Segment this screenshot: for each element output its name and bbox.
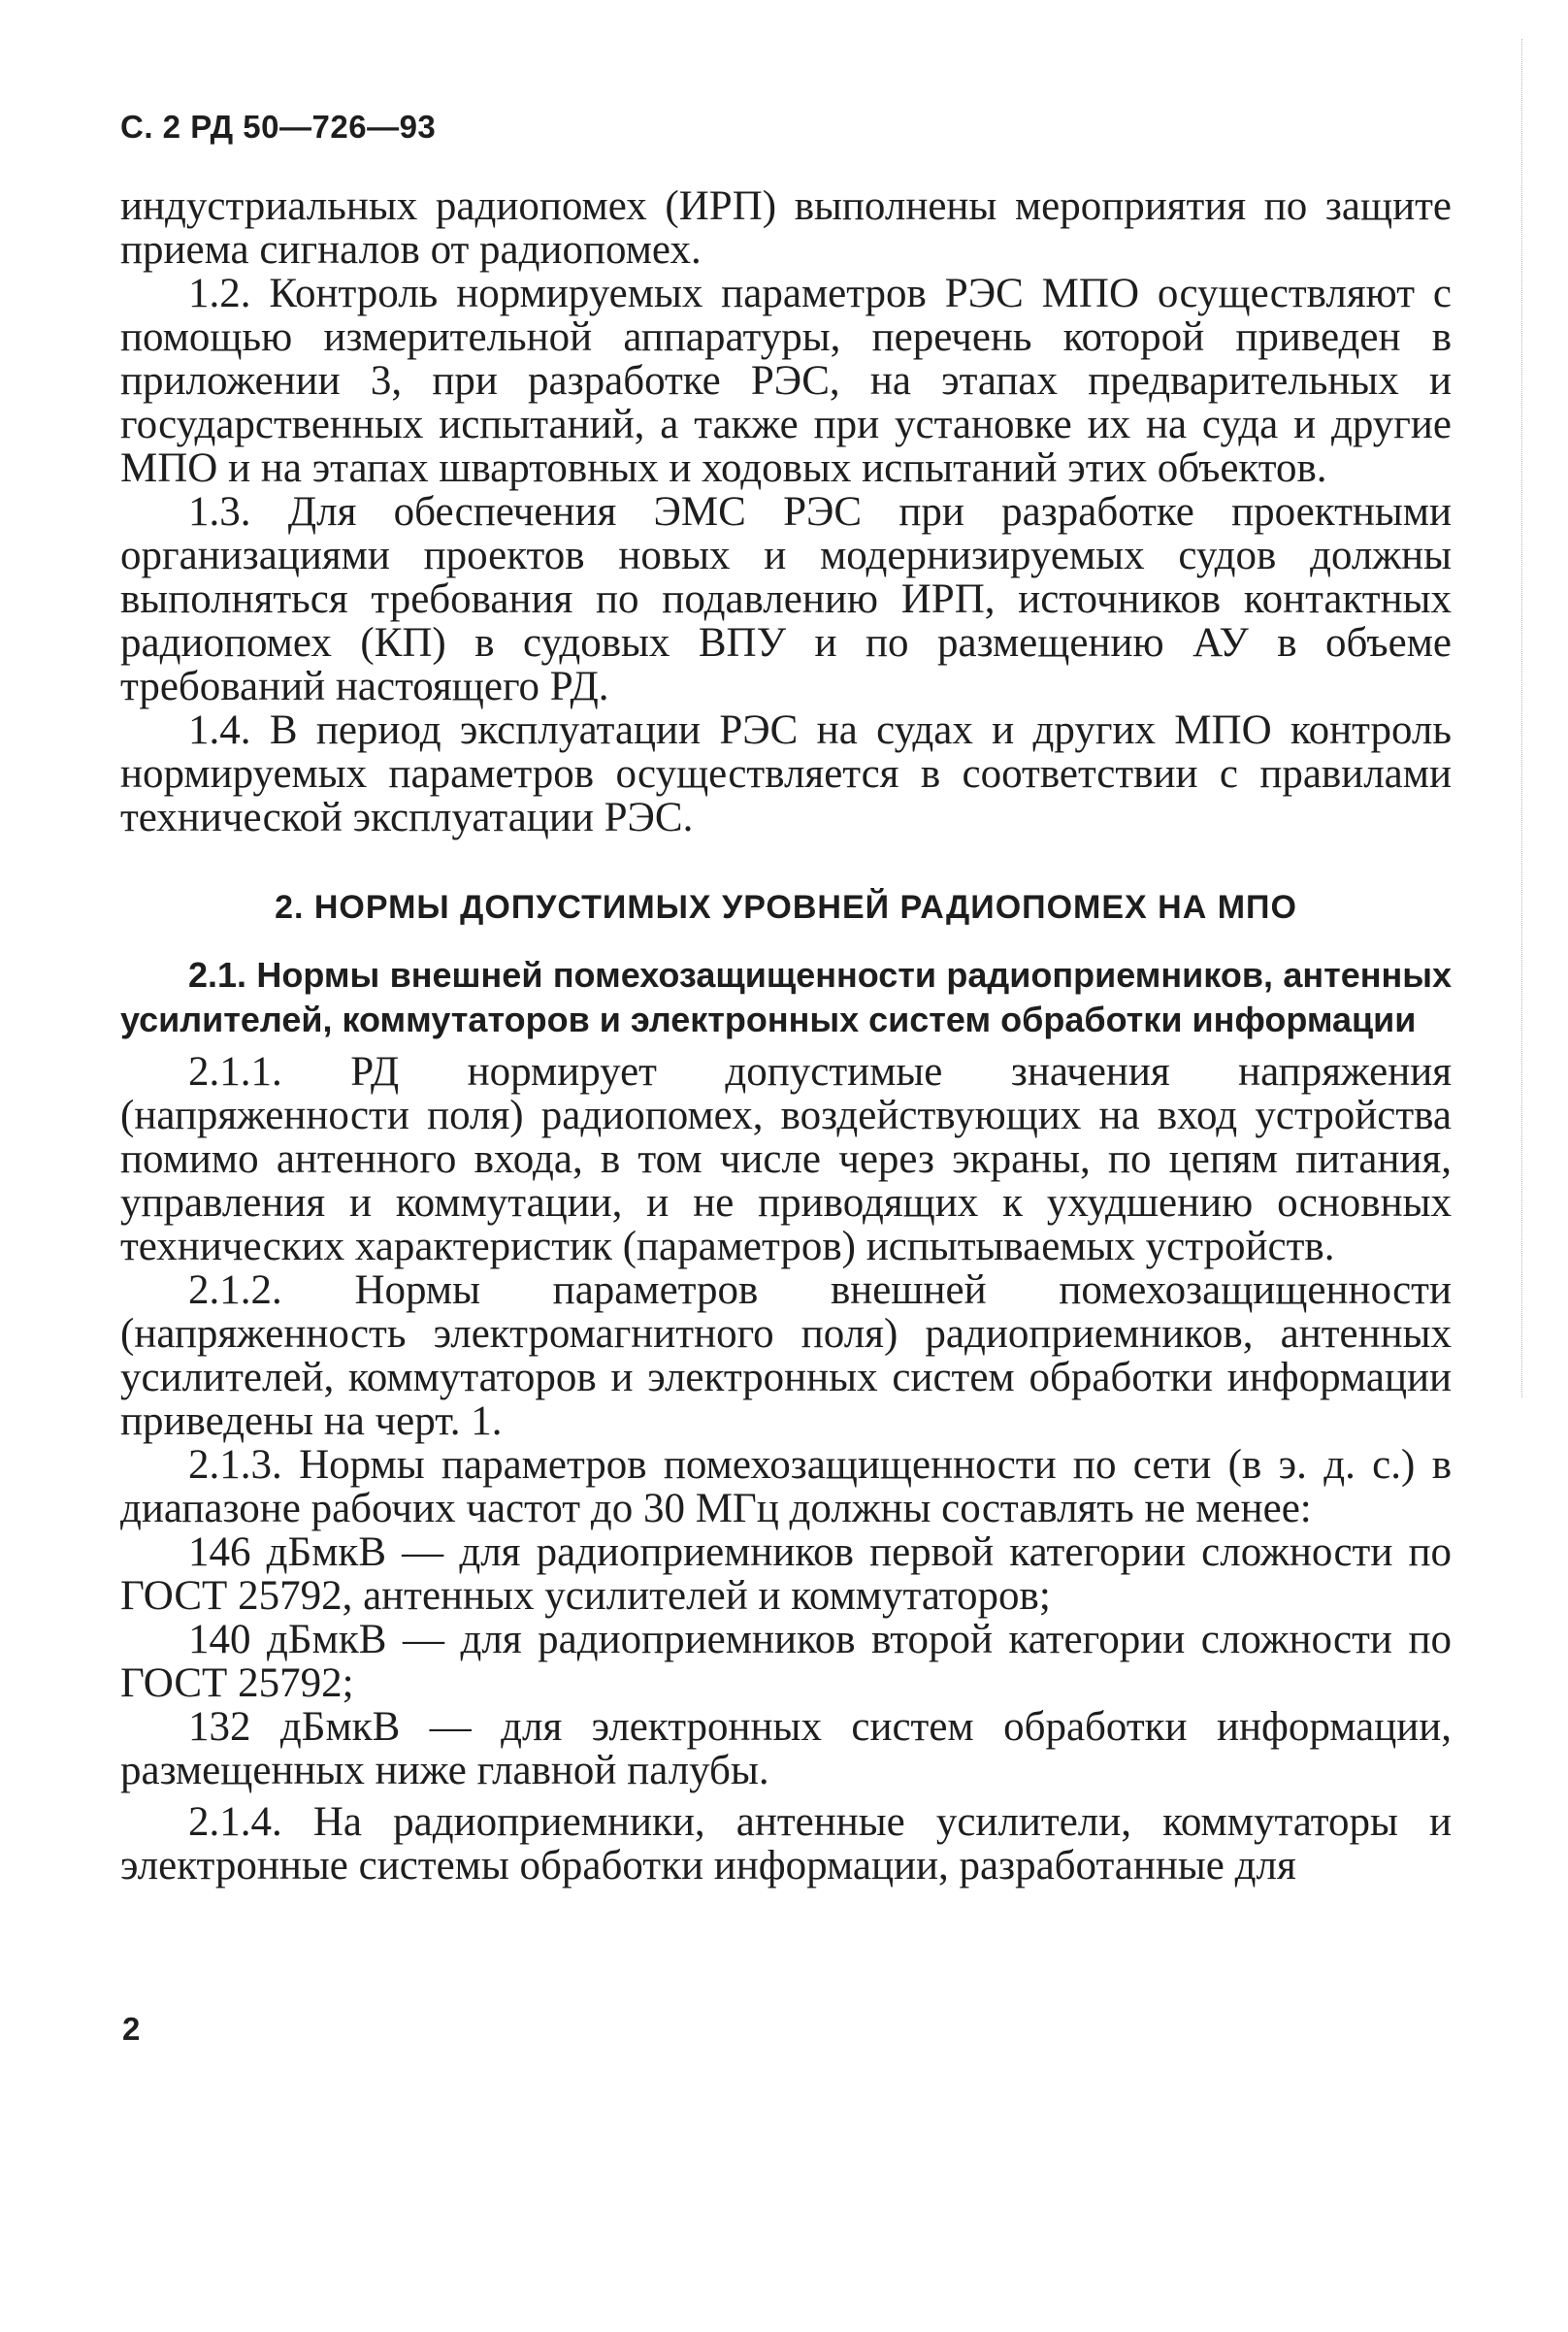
- scan-edge-marks: [1521, 39, 1525, 1397]
- subsection-2-1-title: 2.1. Нормы внешней помехозащищенности радиоприемников, антенных усилителей, коммутаторов и электронных систем обработки информации: [120, 955, 1452, 1039]
- paragraph-2-1-3: 2.1.3. Нормы параметров помехозащищенности по сети (в э. д. с.) в диапазоне рабочих частот до 30 МГц должны составлять не менее:: [120, 1442, 1452, 1531]
- body-text: [120, 184, 1452, 1888]
- paragraph-2-1-1: 2.1.1. РД нормирует допустимые значения напряжения (напряженности поля) радиопомех, воздействующих на вход устройства помимо антенного входа, в том числе через экраны, по цепям питания, управления и коммутации, и не приводящих к ухудшению основных технических характеристик (параметров) испытываемых устройств.: [120, 1049, 1452, 1269]
- paragraph-1-4: 1.4. В период эксплуатации РЭС на судах и других МПО контроль нормируемых параметров осуществляется в соответствии с правилами технической эксплуатации РЭС.: [120, 707, 1452, 840]
- page-number: 2: [122, 2011, 141, 2047]
- norm-item-132: 132 дБмкВ — для электронных систем обработки информации, размещенных ниже главной палубы.: [120, 1704, 1452, 1793]
- section-2-title: 2. НОРМЫ ДОПУСТИМЫХ УРОВНЕЙ РАДИОПОМЕХ НА МПО: [275, 889, 1297, 926]
- running-header: С. 2 РД 50—726—93: [120, 109, 437, 145]
- paragraph-1-3: 1.3. Для обеспечения ЭМС РЭС при разработке проектными организациями проектов новых и модернизируемых судов должны выполняться требования по подавлению ИРП, источников контактных радиопомех (КП) в судовых ВПУ и по размещению АУ в объеме требований настоящего РД.: [120, 489, 1452, 709]
- paragraph-1-2: 1.2. Контроль нормируемых параметров РЭС МПО осуществляют с помощью измерительной аппаратуры, перечень которой приведен в приложении 3, при разработке РЭС, на этапах предварительных и государственных испытаний, а также при установке их на суда и другие МПО и на этапах швартовных и ходовых испытаний этих объектов.: [120, 271, 1452, 491]
- paragraph-2-1-4: 2.1.4. На радиоприемники, антенные усилители, коммутаторы и электронные системы обработки информации, разработанные для: [120, 1799, 1452, 1889]
- norm-item-146: 146 дБмкВ — для радиоприемников первой категории сложности по ГОСТ 25792, антенных усилителей и коммутаторов;: [120, 1529, 1452, 1619]
- norm-item-140: 140 дБмкВ — для радиоприемников второй категории сложности по ГОСТ 25792;: [120, 1617, 1452, 1706]
- paragraph-continuation: индустриальных радиопомех (ИРП) выполнены мероприятия по защите приема сигналов от радиопомех.: [120, 183, 1452, 273]
- paragraph-2-1-2: 2.1.2. Нормы параметров внешней помехозащищенности (напряженность электромагнитного поля) радиоприемников, антенных усилителей, коммутаторов и электронных систем обработки информации приведены на черт. 1.: [120, 1267, 1452, 1444]
